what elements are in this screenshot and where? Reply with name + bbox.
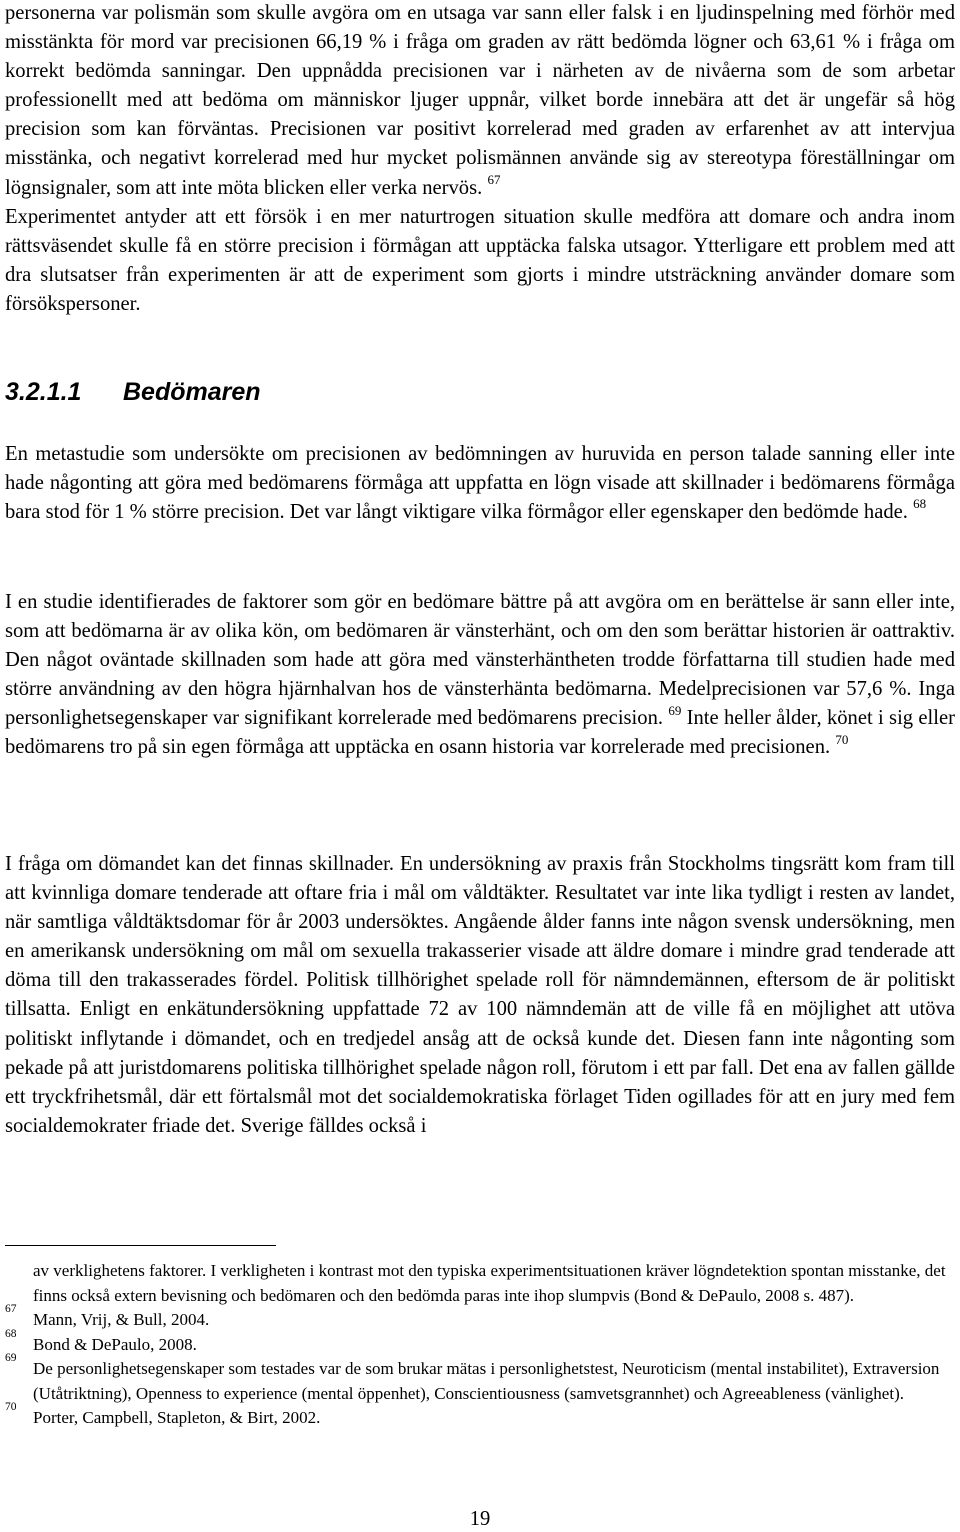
paragraph-text: I en studie identifierades de faktorer som gör en bedömare bättre på att avgöra om en berättelse är sann eller inte, som att bedömarna är av olika kön, om bedömaren är vänsterhänt, och om den som berättar historien är oattraktiv. Den något oväntade skillnaden som hade att göra med vänsterhäntheten trodde författarna till studien hade med större användning av den högra hjärnhalvan hos de vänsterhänta bedömarna. Medelprecisionen var 57,6 %. Inga personlighetsegenskaper var signifikant korrelerade med bedömarens precision. xyxy=(5,591,955,730)
footnote-item xyxy=(5,1327,955,1358)
paragraph-text: I fråga om dömandet kan det finnas skillnader. En undersökning av praxis från Stockholms tingsrätt kom fram till att kvinnliga domare tenderade att oftare fria i mål om våldtäkter. Resultatet var inte lika tydligt i resten av landet, när samtliga våldtäktsdomar för år 2003 undersöktes. Angående ålder fanns inte någon svensk undersökning, men en amerikansk undersökning om mål om sexuella trakasserier visade att äldre domare i mindre grad tenderade att döma till den trakasserades fördel. Politisk tillhörighet spelade roll för nämndemännen, eftersom de är politiskt tillsatta. Enligt en enkätundersökning uppfattade 72 av 100 nämndemän att de ville få en möjlighet att utöva politiskt inflytande i dömandet, och en tredjedel ansåg att de också kunde det. Diesen fann inte någonting som pekade på att juristdomarens politiska tillhörighet spelade någon roll, förutom i ett par fall. Det ena av fallen gällde ett tryckfrihetsmål, där ett förtalsmål mot det socialdemokratiska förlaget Tiden ogillades för att en jury med fem socialdemokrater friade det. Sverige fälldes också i xyxy=(5,853,955,1137)
footnote-text: De personlighetsegenskaper som testades var de som brukar mätas i personlighetstest, Neuroticism (mental instabilitet), Extraversion (Utåtriktning), Openness to experience (mental öppenhet), Conscientiousness (samvetsgrannhet) och Agreeableness (vänlighet). xyxy=(33,1359,940,1403)
paragraph-text: En metastudie som undersökte om precisionen av bedömningen av huruvida en person talade sanning eller inte hade någonting att göra med bedömarens förmåga att uppfatta en lögn visade att skillnader i bedömarens förmåga bara stod för 1 % större precision. Det var långt viktigare vilka förmågor eller egenskaper den bedömde hade. xyxy=(5,443,955,524)
footnote-text: Mann, Vrij, & Bull, 2004. xyxy=(33,1310,210,1329)
section-heading xyxy=(5,376,261,408)
footnote-text: Bond & DePaulo, 2008. xyxy=(33,1334,197,1354)
paragraph-text: personerna var polismän som skulle avgöra om en utsaga var sann eller falsk i en ljudinspelning med förhör med misstänkta för mord var precisionen 66,19 % i fråga om graden av rätt bedömda lögner och 63,61 % i fråga om korrekt bedömda sanningar. Den uppnådda precisionen var i närheten av de nivåerna som de som arbetar professionellt med att bedöma om människor ljuger uppnår, vilket borde innebära att det är ungefär så hög precision som kan förväntas. Precisionen var positivt korrelerad med graden av erfarenhet av att intervjua misstänka, och negativt korrelerad med hur mycket polismännen använde sig av stereotypa föreställningar om lögnsignaler, som att inte möta blicken eller verka nervös. xyxy=(5,2,955,199)
section-title: Bedömaren xyxy=(123,378,261,406)
footnote-reference[interactable]: 70 xyxy=(835,731,849,747)
footnote-item xyxy=(5,1303,955,1333)
body-paragraph xyxy=(5,440,955,527)
footnote-continuation: av verklighetens faktorer. I verkligheten i kontrast mot den typiska experimentsituationen kräver lögndetektion spontan misstanke, det finns också extern bevisning och bedömaren och den bedömda paras inte ihop slumpvis (Bond & DePaulo, 2008 s. 487). xyxy=(33,1261,946,1305)
footnotes xyxy=(5,1259,955,1431)
body-paragraph xyxy=(5,850,955,1141)
footnote-reference[interactable]: 68 xyxy=(913,496,927,512)
footnote-text: Porter, Campbell, Stapleton, & Birt, 2002. xyxy=(33,1408,321,1427)
paragraph-text: Inte heller ålder, könet i sig eller bedömarens tro på sin egen förmåga att upptäcka en osann historia var korrelerade med precisionen. xyxy=(5,707,955,759)
section-number: 3.2.1.1 xyxy=(5,378,82,406)
body-paragraph xyxy=(5,0,955,319)
footnote-number: 70 xyxy=(5,1401,17,1413)
footnote-number: 69 xyxy=(5,1352,17,1364)
page-number: 19 xyxy=(469,1508,491,1530)
footnote-item xyxy=(5,1352,955,1406)
footnote-reference[interactable]: 69 xyxy=(668,702,682,718)
footnote-number: 68 xyxy=(5,1327,17,1340)
footnote-divider xyxy=(5,1245,276,1246)
paragraph-text: Experimentet antyder att ett försök i en mer naturtrogen situation skulle medföra att domare och andra inom rättsväsendet skulle få en större precision i förmågan att upptäcka falska utsagor. Ytterligare ett problem med att dra slutsatser från experimenten är att de experiment som gjorts i mindre utsträckning använder domare som försökspersoner. xyxy=(5,205,955,315)
footnote-item xyxy=(5,1401,955,1431)
footnote-number: 67 xyxy=(5,1303,17,1315)
footnote-reference[interactable]: 67 xyxy=(487,171,501,187)
body-paragraph xyxy=(5,588,955,763)
